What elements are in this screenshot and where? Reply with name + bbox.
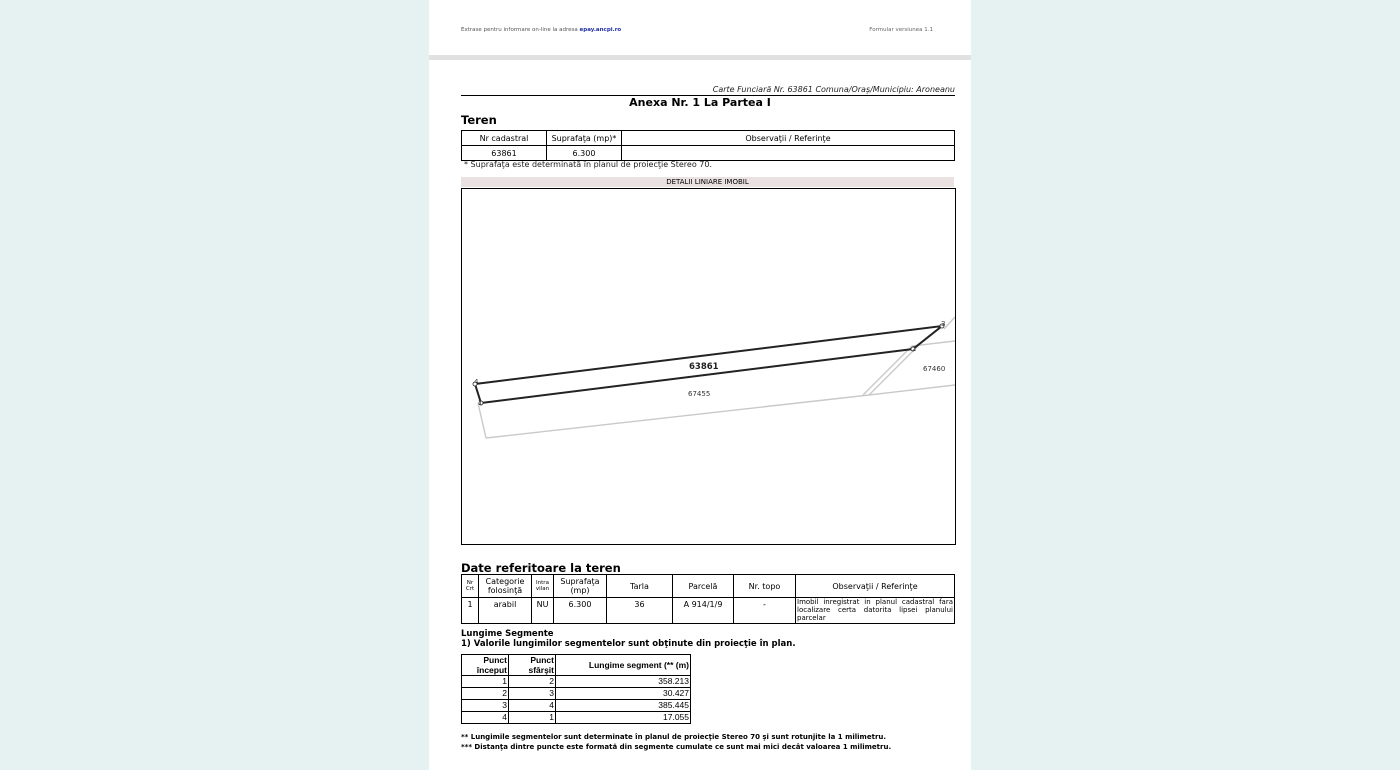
seg-cell: 1 xyxy=(509,712,556,724)
point-label-3: 3 xyxy=(941,320,946,328)
teren-cell xyxy=(622,146,955,161)
table-row xyxy=(462,146,955,161)
date-cell: NU xyxy=(532,598,554,624)
date-cell: 6.300 xyxy=(554,598,607,624)
header-left xyxy=(461,27,621,33)
form-version: Formular versiunea 1.1 xyxy=(869,27,933,33)
teren-col-observatii: Observaţii / Referinţe xyxy=(622,131,955,146)
date-col-nr-topo: Nr. topo xyxy=(734,575,796,598)
date-col-categorie: Categorie folosinţă xyxy=(479,575,532,598)
date-cell-observatii: Imobil inregistrat in planul cadastral fara localizare certa datorita lipsei planului parcelar xyxy=(797,598,953,622)
epay-link[interactable]: epay.ancpi.ro xyxy=(579,27,622,33)
seg-col-end: Punct sfârşit xyxy=(509,655,556,676)
teren-table xyxy=(461,130,955,161)
table-row xyxy=(462,712,691,724)
footnote: *** Distanţa dintre puncte este formată din segmente cumulate ce sunt mai mici decât valoarea 1 milimetru. xyxy=(461,743,892,751)
teren-col-nr-cadastral: Nr cadastral xyxy=(462,131,547,146)
header-left-text: Extrase pentru informare on-line la adresa xyxy=(461,27,578,33)
surface-note: * Suprafaţa este determinată în planul de proiecţie Stereo 70. xyxy=(464,160,713,169)
table-row xyxy=(462,598,955,624)
date-cell: 1 xyxy=(462,598,479,624)
date-col-intravilan: Intra vilan xyxy=(532,575,554,598)
seg-cell: 1 xyxy=(462,676,509,688)
date-cell: - xyxy=(734,598,796,624)
date-cell: arabil xyxy=(479,598,532,624)
parcel-plan xyxy=(461,188,956,545)
parcel-label-neighbor: 67460 xyxy=(923,365,946,373)
point-label-2: 2 xyxy=(912,345,917,353)
segments-table xyxy=(461,654,691,724)
teren-cell: 6.300 xyxy=(547,146,622,161)
footnote: ** Lungimile segmentelor sunt determinate în planul de proiecţie Stereo 70 şi sunt rotunjite la 1 milimetru. xyxy=(461,733,887,741)
segments-heading xyxy=(461,629,796,649)
neighbor-parcel-outline xyxy=(478,403,486,438)
date-col-parcela: Parcelă xyxy=(673,575,734,598)
seg-cell: 358.213 xyxy=(556,676,691,688)
seg-cell: 3 xyxy=(509,688,556,700)
seg-cell: 4 xyxy=(509,700,556,712)
teren-cell: 63861 xyxy=(462,146,547,161)
date-col-tarla: Tarla xyxy=(607,575,673,598)
seg-cell: 17.055 xyxy=(556,712,691,724)
footnotes xyxy=(461,732,891,752)
table-row xyxy=(462,676,691,688)
date-ref-heading: Date referitoare la teren xyxy=(461,561,621,575)
parcel-drawing xyxy=(462,189,955,544)
date-col-nr: Nr Crt xyxy=(462,575,479,598)
teren-heading: Teren xyxy=(461,113,497,127)
carte-funciara-title: Carte Funciară Nr. 63861 Comuna/Oraş/Municipiu: Aroneanu xyxy=(461,85,955,96)
page-header xyxy=(429,0,971,56)
segments-subtitle: 1) Valorile lungimilor segmentelor sunt obţinute din proiecţie în plan. xyxy=(461,639,796,649)
date-cell: 36 xyxy=(607,598,673,624)
neighbor-parcel-outline xyxy=(944,317,955,329)
seg-cell: 385.445 xyxy=(556,700,691,712)
date-col-suprafata: Suprafaţa (mp) xyxy=(554,575,607,598)
table-row xyxy=(462,700,691,712)
annex-title: Anexa Nr. 1 La Partea I xyxy=(629,96,771,109)
parcel-label-neighbor: 67455 xyxy=(688,390,711,398)
table-row xyxy=(462,688,691,700)
segments-title: Lungime Segmente xyxy=(461,629,554,639)
seg-col-start: Punct început xyxy=(462,655,509,676)
document-page xyxy=(429,0,971,770)
point-label-4: 4 xyxy=(474,378,479,386)
point-label-1: 1 xyxy=(478,399,483,407)
seg-cell: 4 xyxy=(462,712,509,724)
seg-cell: 2 xyxy=(462,688,509,700)
date-ref-table xyxy=(461,574,955,624)
date-col-observatii: Observaţii / Referinţe xyxy=(796,575,955,598)
teren-col-suprafata: Suprafaţa (mp)* xyxy=(547,131,622,146)
seg-cell: 3 xyxy=(462,700,509,712)
parcel-label-main: 63861 xyxy=(689,362,719,372)
plan-title: DETALII LINIARE IMOBIL xyxy=(461,177,954,187)
seg-cell: 30.427 xyxy=(556,688,691,700)
seg-col-length: Lungime segment (** (m) xyxy=(556,655,691,676)
header-divider xyxy=(429,55,971,60)
seg-cell: 2 xyxy=(509,676,556,688)
date-cell: A 914/1/9 xyxy=(673,598,734,624)
